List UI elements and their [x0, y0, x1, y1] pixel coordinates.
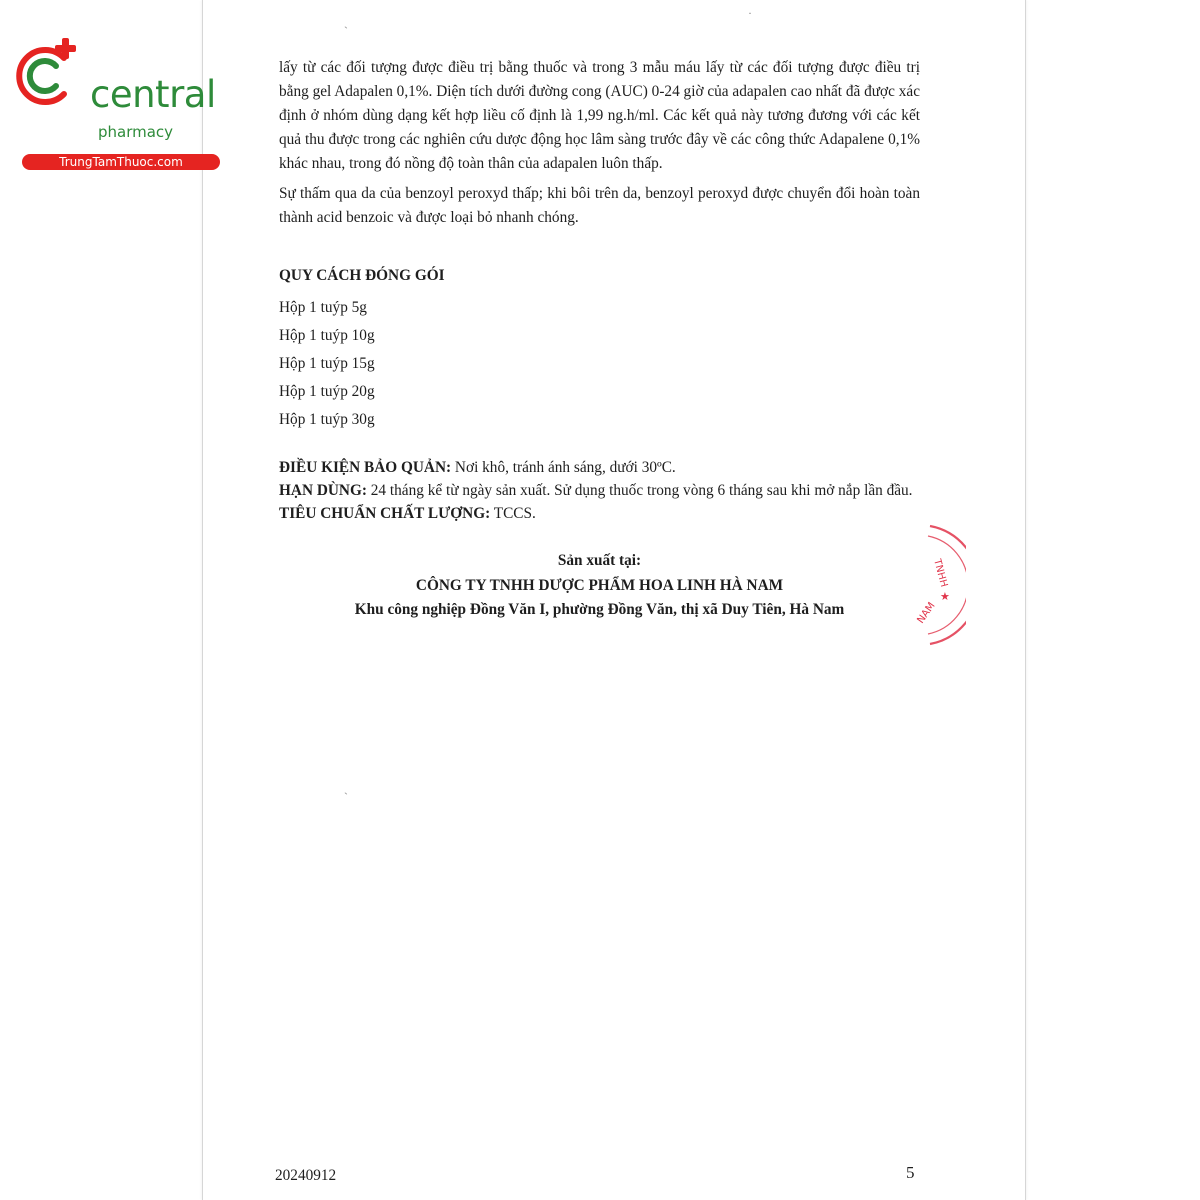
- brand-name: central: [90, 73, 216, 116]
- quality-value: TCCS.: [490, 505, 536, 522]
- manufacturer-label: Sản xuất tại:: [557, 552, 642, 569]
- storage-value: Nơi khô, tránh ánh sáng, dưới 30ºC.: [451, 459, 676, 476]
- brand-subtitle: pharmacy: [98, 123, 174, 141]
- product-info-block: [279, 456, 920, 525]
- brand-logo[interactable]: [10, 36, 216, 169]
- brand-site-banner[interactable]: TrungTamThuoc.com: [22, 154, 220, 170]
- expiry-label: HẠN DÙNG:: [279, 482, 367, 499]
- manufacturer-address: Khu công nghiệp Đồng Văn I, phường Đồng Văn, thị xã Duy Tiên, Hà Nam: [354, 601, 845, 618]
- packaging-item: Hộp 1 tuýp 5g: [279, 299, 367, 316]
- quality-label: TIÊU CHUẨN CHẤT LƯỢNG:: [279, 505, 491, 522]
- scan-speck: ˋ: [344, 790, 348, 804]
- pharmacokinetics-paragraph: lấy từ các đối tượng được điều trị bằng thuốc và trong 3 mẫu máu lấy từ các đối tượng được điều trị bằng gel Adapalen 0,1%. Diện tích dưới đường cong (AUC) 0-24 giờ của adapalen cao nhất đã được xác định ở nhóm dùng dạng kết hợp liều cố định là 1,99 ng.h/ml. Các kết quả này tương đương với các kết quả thu được trong các nghiên cứu dược động học lâm sàng trước đây về các công thức Adapalene 0,1% khác nhau, trong đó nồng độ toàn thân của adapalen luôn thấp.: [279, 59, 920, 172]
- packaging-item: Hộp 1 tuýp 30g: [279, 411, 375, 428]
- expiry-value: 24 tháng kể từ ngày sản xuất. Sử dụng thuốc trong vòng 6 tháng sau khi mở nắp lần đầu.: [366, 482, 913, 499]
- storage-label: ĐIỀU KIỆN BẢO QUẢN:: [279, 459, 452, 476]
- packaging-item: Hộp 1 tuýp 20g: [279, 383, 375, 400]
- expiry-line: [279, 479, 920, 502]
- packaging-item: Hộp 1 tuýp 10g: [279, 327, 375, 344]
- manufacturer-company: CÔNG TY TNHH DƯỢC PHẨM HOA LINH HÀ NAM: [415, 576, 784, 594]
- storage-line: [279, 456, 920, 479]
- document-content: [279, 56, 920, 623]
- svg-text:NAM: NAM: [915, 600, 938, 626]
- svg-text:★: ★: [940, 590, 950, 603]
- packaging-item: Hộp 1 tuýp 15g: [279, 355, 375, 372]
- benzoyl-peroxide-paragraph: Sự thấm qua da của benzoyl peroxyd thấp; khi bôi trên da, benzoyl peroxyd được chuyển đổi hoàn toàn thành acid benzoic và được loại bỏ nhanh chóng.: [279, 185, 920, 226]
- scan-speck: ˋ: [344, 24, 348, 38]
- scan-speck: ·: [748, 6, 752, 20]
- pharmacy-cross-logo-icon: [10, 36, 92, 116]
- packaging-list: [279, 294, 920, 434]
- document-code: 20240912: [275, 1167, 337, 1184]
- packaging-heading: QUY CÁCH ĐÓNG GÓI: [279, 267, 445, 284]
- svg-text:TNHH: TNHH: [931, 557, 950, 589]
- quality-line: [279, 502, 920, 525]
- manufacturer-block: [279, 549, 920, 623]
- company-seal-stamp: [900, 522, 966, 648]
- page-number: 5: [906, 1163, 915, 1182]
